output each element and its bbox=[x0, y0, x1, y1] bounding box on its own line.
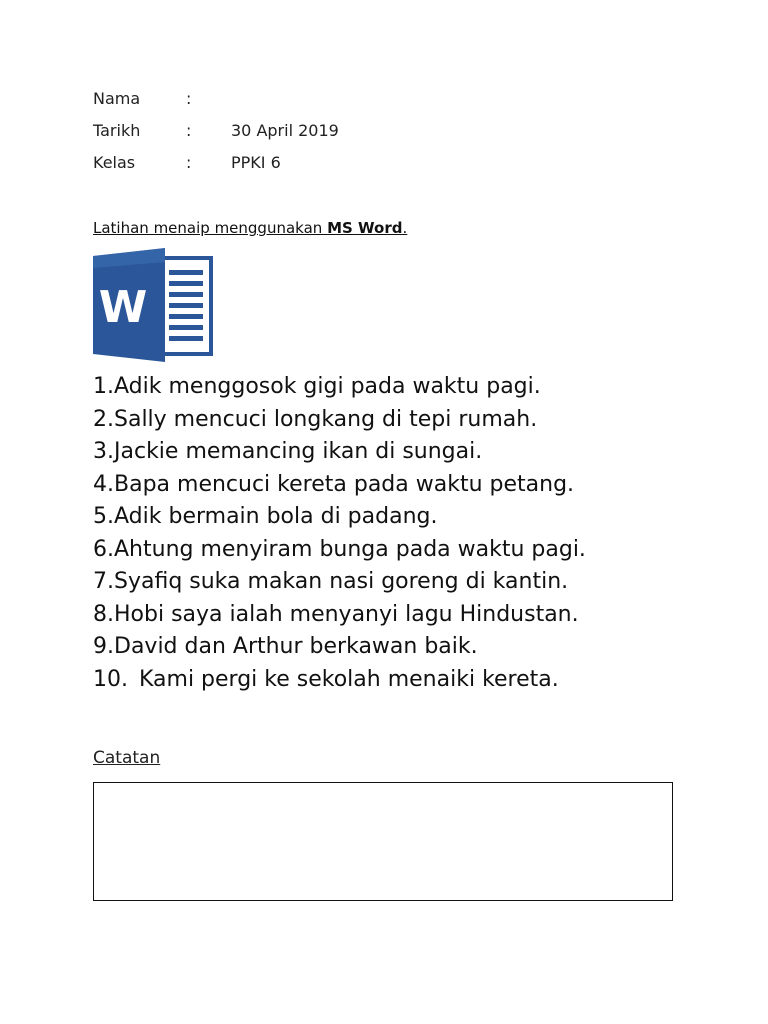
ms-word-icon bbox=[93, 248, 213, 362]
sentence-item bbox=[93, 664, 586, 697]
class-colon: : bbox=[186, 153, 192, 172]
sentence-number: 10. bbox=[93, 666, 128, 692]
heading-bold-text: MS Word bbox=[327, 219, 403, 237]
notes-label: Catatan bbox=[93, 748, 161, 768]
sentence-item bbox=[93, 371, 586, 404]
sentence-text: Bapa mencuci kereta pada waktu petang. bbox=[114, 471, 575, 497]
sentence-number: 9. bbox=[93, 634, 114, 659]
sentence-list bbox=[93, 371, 586, 696]
date-label: Tarikh bbox=[93, 121, 141, 140]
sentence-item bbox=[93, 566, 586, 599]
sentence-text: Kami pergi ke sekolah menaiki kereta. bbox=[139, 666, 559, 692]
sentence-number: 2. bbox=[93, 406, 114, 432]
sentence-text: Jackie memancing ikan di sungai. bbox=[114, 439, 483, 464]
exercise-heading bbox=[93, 217, 407, 239]
sentence-text: David dan Arthur berkawan baik. bbox=[114, 634, 478, 659]
class-value: PPKI 6 bbox=[231, 153, 281, 172]
sentence-number: 5. bbox=[93, 504, 114, 529]
class-label: Kelas bbox=[93, 153, 136, 172]
sentence-item bbox=[93, 534, 586, 567]
sentence-item bbox=[93, 501, 586, 534]
sentence-number: 8. bbox=[93, 601, 114, 627]
sentence-number: 6. bbox=[93, 536, 114, 562]
sentence-text: Adik bermain bola di padang. bbox=[114, 504, 438, 529]
date-value: 30 April 2019 bbox=[231, 121, 339, 140]
sentence-item bbox=[93, 469, 586, 502]
sentence-number: 7. bbox=[93, 569, 114, 594]
sentence-text: Syafiq suka makan nasi goreng di kantin. bbox=[114, 569, 569, 594]
sentence-number: 3. bbox=[93, 439, 114, 464]
notes-box[interactable] bbox=[93, 782, 673, 901]
sentence-item bbox=[93, 436, 586, 469]
sentence-number: 1. bbox=[93, 374, 114, 399]
heading-text: Latihan menaip menggunakan bbox=[93, 219, 328, 237]
sentence-item bbox=[93, 599, 586, 632]
sentence-text: Ahtung menyiram bunga pada waktu pagi. bbox=[114, 536, 586, 562]
name-label: Nama bbox=[93, 89, 141, 108]
heading-end: . bbox=[402, 219, 408, 237]
sentence-text: Sally mencuci longkang di tepi rumah. bbox=[114, 406, 538, 432]
sentence-item bbox=[93, 404, 586, 437]
sentence-number: 4. bbox=[93, 471, 114, 497]
sentence-item bbox=[93, 631, 586, 664]
name-colon: : bbox=[186, 89, 192, 108]
date-colon: : bbox=[186, 121, 192, 140]
sentence-text: Adik menggosok gigi pada waktu pagi. bbox=[114, 374, 541, 399]
sentence-text: Hobi saya ialah menyanyi lagu Hindustan. bbox=[114, 601, 579, 627]
word-letter: W bbox=[98, 282, 148, 333]
